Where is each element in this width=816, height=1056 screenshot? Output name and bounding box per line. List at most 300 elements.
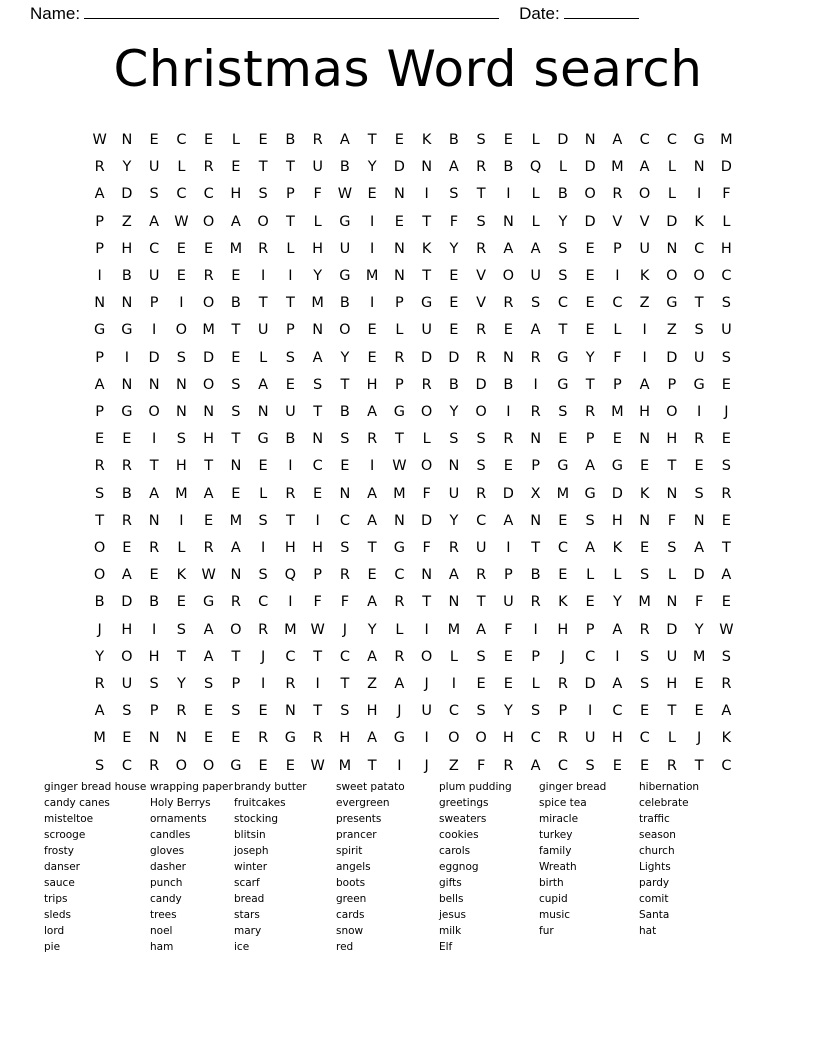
grid-cell[interactable]: E [394, 132, 404, 148]
grid-cell[interactable]: S [176, 621, 186, 638]
grid-cell[interactable]: S [640, 648, 650, 665]
grid-cell[interactable]: R [339, 567, 350, 584]
grid-cell[interactable]: A [721, 703, 732, 720]
grid-cell[interactable]: D [720, 159, 732, 176]
grid-cell[interactable]: J [724, 404, 729, 421]
grid-cell[interactable]: Y [585, 349, 595, 366]
grid-cell[interactable]: T [231, 648, 241, 665]
grid-cell[interactable]: N [230, 567, 242, 584]
word-list-item[interactable]: boots [336, 877, 366, 889]
grid-cell[interactable]: I [288, 594, 293, 611]
grid-cell[interactable]: M [720, 132, 733, 148]
grid-cell[interactable]: Y [558, 213, 568, 230]
grid-cell[interactable]: E [340, 458, 350, 475]
word-list-item[interactable]: lord [44, 925, 65, 937]
grid-cell[interactable]: N [502, 213, 514, 230]
grid-cell[interactable]: O [638, 186, 651, 203]
grid-cell[interactable]: T [422, 213, 432, 230]
grid-cell[interactable]: E [149, 567, 159, 584]
grid-cell[interactable]: P [531, 648, 540, 665]
grid-cell[interactable]: A [312, 349, 323, 366]
grid-cell[interactable]: R [530, 349, 541, 366]
grid-cell[interactable]: G [557, 458, 569, 475]
grid-cell[interactable]: E [258, 703, 268, 720]
grid-cell[interactable]: I [451, 676, 457, 693]
grid-cell[interactable]: R [394, 648, 405, 665]
grid-cell[interactable]: P [504, 567, 513, 584]
grid-cell[interactable]: A [448, 567, 459, 584]
grid-cell[interactable]: I [369, 213, 375, 230]
grid-cell[interactable]: G [557, 349, 569, 366]
grid-cell[interactable]: I [615, 268, 620, 285]
grid-cell[interactable]: Z [666, 322, 677, 339]
grid-cell[interactable]: B [149, 594, 160, 611]
grid-cell[interactable]: G [393, 404, 405, 421]
grid-cell[interactable]: E [204, 240, 214, 257]
grid-cell[interactable]: T [231, 431, 241, 448]
word-list-item[interactable]: joseph [234, 845, 269, 857]
grid-cell[interactable]: C [557, 757, 568, 774]
grid-cell[interactable]: H [720, 240, 732, 257]
grid-cell[interactable]: T [721, 540, 731, 557]
grid-cell[interactable]: J [424, 676, 429, 693]
grid-cell[interactable]: L [531, 186, 540, 203]
grid-cell[interactable]: N [94, 295, 106, 312]
grid-cell[interactable]: E [285, 376, 295, 393]
grid-cell[interactable]: E [558, 567, 568, 584]
grid-cell[interactable]: R [285, 676, 296, 693]
grid-cell[interactable]: T [367, 757, 377, 774]
grid-cell[interactable]: V [476, 268, 487, 285]
grid-cell[interactable]: U [639, 240, 650, 257]
grid-cell[interactable]: N [121, 295, 133, 312]
grid-cell[interactable]: A [149, 485, 160, 502]
grid-cell[interactable]: A [258, 376, 269, 393]
grid-cell[interactable]: D [584, 213, 596, 230]
word-list-item[interactable]: hat [639, 925, 657, 937]
grid-cell[interactable]: F [313, 186, 322, 203]
grid-cell[interactable]: S [476, 213, 486, 230]
word-list-item[interactable]: Wreath [539, 861, 577, 873]
grid-cell[interactable]: F [340, 594, 350, 611]
grid-cell[interactable]: G [121, 404, 133, 421]
grid-cell[interactable]: E [449, 322, 459, 339]
grid-cell[interactable]: R [121, 512, 132, 529]
word-list-item[interactable]: cookies [439, 829, 479, 841]
grid-cell[interactable]: U [503, 594, 514, 611]
word-list-item[interactable]: music [539, 909, 571, 921]
grid-cell[interactable]: A [367, 594, 378, 611]
grid-cell[interactable]: B [339, 404, 350, 421]
word-list-item[interactable]: frosty [44, 845, 75, 857]
grid-cell[interactable]: D [666, 621, 678, 638]
grid-cell[interactable]: G [203, 594, 215, 611]
grid-cell[interactable]: R [476, 159, 487, 176]
grid-cell[interactable]: T [313, 648, 323, 665]
grid-cell[interactable]: S [476, 458, 486, 475]
word-list-item[interactable]: scrooge [44, 829, 86, 841]
grid-cell[interactable]: E [585, 268, 595, 285]
grid-cell[interactable]: L [613, 322, 622, 339]
grid-cell[interactable]: R [476, 485, 487, 502]
grid-cell[interactable]: C [448, 703, 459, 720]
grid-cell[interactable]: C [339, 512, 350, 529]
grid-cell[interactable]: A [476, 621, 487, 638]
grid-cell[interactable]: G [230, 757, 242, 774]
grid-cell[interactable]: L [667, 730, 676, 747]
word-list-item[interactable]: cupid [539, 893, 568, 905]
grid-cell[interactable]: Y [449, 404, 459, 421]
grid-cell[interactable]: E [313, 485, 323, 502]
word-list-item[interactable]: stars [234, 909, 260, 921]
grid-cell[interactable]: S [721, 648, 731, 665]
grid-cell[interactable]: W [174, 213, 189, 230]
grid-cell[interactable]: R [476, 567, 487, 584]
grid-cell[interactable]: S [149, 186, 159, 203]
grid-cell[interactable]: L [613, 567, 622, 584]
grid-cell[interactable]: E [204, 132, 214, 148]
grid-cell[interactable]: I [260, 676, 266, 693]
grid-cell[interactable]: A [367, 485, 378, 502]
grid-cell[interactable]: E [503, 676, 513, 693]
grid-cell[interactable]: A [94, 703, 105, 720]
date-write-line[interactable] [564, 18, 639, 19]
word-list-item[interactable]: Lights [639, 861, 671, 873]
grid-cell[interactable]: I [260, 540, 266, 557]
grid-cell[interactable]: S [258, 512, 268, 529]
grid-cell[interactable]: L [531, 213, 540, 230]
grid-cell[interactable]: O [420, 458, 433, 475]
grid-cell[interactable]: W [310, 757, 325, 774]
grid-cell[interactable]: A [721, 567, 732, 584]
grid-cell[interactable]: O [121, 648, 133, 665]
grid-cell[interactable]: L [667, 159, 676, 176]
grid-cell[interactable]: M [175, 485, 188, 502]
grid-cell[interactable]: N [584, 132, 596, 148]
grid-cell[interactable]: E [503, 648, 513, 665]
grid-cell[interactable]: S [694, 322, 704, 339]
grid-cell[interactable]: O [202, 213, 215, 230]
grid-cell[interactable]: I [369, 458, 375, 475]
grid-cell[interactable]: S [340, 431, 350, 448]
grid-cell[interactable]: O [175, 322, 188, 339]
grid-cell[interactable]: Z [367, 676, 378, 693]
grid-cell[interactable]: N [393, 240, 405, 257]
grid-cell[interactable]: A [585, 540, 596, 557]
grid-cell[interactable]: S [258, 186, 268, 203]
grid-cell[interactable]: H [502, 730, 514, 747]
grid-cell[interactable]: W [92, 132, 107, 148]
grid-cell[interactable]: I [642, 349, 647, 366]
grid-cell[interactable]: A [203, 485, 214, 502]
grid-cell[interactable]: P [667, 376, 677, 393]
grid-cell[interactable]: H [312, 540, 324, 557]
word-list-item[interactable]: ice [234, 941, 250, 953]
grid-cell[interactable]: I [369, 240, 375, 257]
grid-cell[interactable]: A [367, 404, 378, 421]
grid-cell[interactable]: S [721, 458, 731, 475]
word-list-item[interactable]: punch [150, 877, 183, 889]
grid-cell[interactable]: C [339, 648, 350, 665]
grid-cell[interactable]: L [177, 159, 186, 176]
grid-cell[interactable]: D [584, 676, 596, 693]
grid-cell[interactable]: L [449, 648, 458, 665]
grid-cell[interactable]: H [557, 621, 569, 638]
grid-cell[interactable]: H [284, 540, 296, 557]
grid-cell[interactable]: J [97, 621, 102, 638]
grid-cell[interactable]: P [286, 322, 295, 339]
grid-cell[interactable]: U [721, 322, 732, 339]
grid-cell[interactable]: H [666, 431, 678, 448]
grid-cell[interactable]: U [421, 322, 432, 339]
grid-cell[interactable]: S [531, 295, 541, 312]
grid-cell[interactable]: L [259, 349, 268, 366]
grid-cell[interactable]: T [149, 458, 159, 475]
grid-cell[interactable]: C [203, 186, 214, 203]
grid-cell[interactable]: B [503, 159, 514, 176]
grid-cell[interactable]: B [339, 295, 350, 312]
grid-cell[interactable]: J [397, 703, 402, 720]
grid-cell[interactable]: J [424, 757, 429, 774]
grid-cell[interactable]: G [693, 132, 705, 148]
grid-cell[interactable]: A [530, 322, 541, 339]
word-list-item[interactable]: candles [150, 829, 191, 841]
word-list-item[interactable]: gifts [439, 877, 462, 889]
grid-cell[interactable]: M [229, 240, 243, 257]
grid-cell[interactable]: P [531, 458, 540, 475]
word-list-item[interactable]: mary [234, 925, 262, 937]
grid-cell[interactable]: E [122, 540, 132, 557]
word-list-item[interactable]: blitsin [234, 829, 266, 841]
grid-cell[interactable]: D [421, 512, 433, 529]
grid-cell[interactable]: L [667, 186, 676, 203]
grid-cell[interactable]: U [148, 268, 160, 285]
grid-cell[interactable]: T [531, 540, 541, 557]
grid-cell[interactable]: E [367, 567, 377, 584]
grid-cell[interactable]: K [558, 594, 568, 611]
grid-cell[interactable]: N [312, 431, 324, 448]
grid-cell[interactable]: C [557, 295, 568, 312]
grid-cell[interactable]: I [424, 186, 429, 203]
grid-cell[interactable]: O [202, 757, 215, 774]
grid-cell[interactable]: E [231, 268, 241, 285]
grid-cell[interactable]: P [95, 349, 104, 366]
grid-cell[interactable]: C [476, 512, 487, 529]
grid-cell[interactable]: E [585, 594, 595, 611]
grid-cell[interactable]: S [667, 540, 677, 557]
grid-cell[interactable]: E [558, 512, 568, 529]
grid-cell[interactable]: P [149, 703, 159, 720]
grid-cell[interactable]: W [719, 621, 734, 638]
grid-cell[interactable]: N [666, 594, 678, 611]
word-list-item[interactable]: traffic [639, 813, 670, 825]
grid-cell[interactable]: I [587, 703, 593, 720]
grid-cell[interactable]: N [502, 349, 514, 366]
grid-cell[interactable]: C [639, 730, 650, 747]
grid-cell[interactable]: G [421, 295, 433, 312]
grid-cell[interactable]: D [611, 485, 623, 502]
grid-cell[interactable]: A [639, 159, 650, 176]
grid-cell[interactable]: O [202, 376, 215, 393]
grid-cell[interactable]: U [475, 540, 487, 557]
word-list-item[interactable]: plum pudding [439, 781, 512, 793]
grid-cell[interactable]: Y [449, 240, 459, 257]
grid-cell[interactable]: P [613, 376, 622, 393]
grid-cell[interactable]: F [449, 213, 459, 230]
grid-cell[interactable]: C [394, 567, 405, 584]
grid-cell[interactable]: R [476, 322, 487, 339]
grid-cell[interactable]: N [666, 485, 678, 502]
grid-cell[interactable]: R [312, 730, 323, 747]
grid-cell[interactable]: S [231, 703, 241, 720]
grid-cell[interactable]: T [340, 376, 350, 393]
grid-cell[interactable]: A [503, 240, 514, 257]
grid-cell[interactable]: C [149, 240, 160, 257]
grid-cell[interactable]: W [310, 621, 325, 638]
grid-cell[interactable]: D [421, 349, 433, 366]
grid-cell[interactable]: D [203, 349, 215, 366]
grid-cell[interactable]: T [422, 268, 432, 285]
grid-cell[interactable]: R [530, 594, 541, 611]
grid-cell[interactable]: T [258, 159, 268, 176]
word-list-item[interactable]: Elf [439, 941, 453, 953]
grid-cell[interactable]: T [313, 404, 323, 421]
grid-cell[interactable]: N [175, 404, 187, 421]
grid-cell[interactable]: S [313, 376, 323, 393]
grid-cell[interactable]: S [721, 349, 731, 366]
grid-cell[interactable]: E [585, 295, 595, 312]
grid-cell[interactable]: R [258, 621, 269, 638]
grid-cell[interactable]: S [258, 567, 268, 584]
grid-cell[interactable]: R [476, 349, 487, 366]
grid-cell[interactable]: J [342, 621, 348, 638]
grid-cell[interactable]: T [285, 295, 295, 312]
word-list-item[interactable]: misteltoe [44, 813, 94, 825]
grid-cell[interactable]: E [449, 268, 459, 285]
word-list-item[interactable]: hibernation [639, 781, 700, 793]
word-list-item[interactable]: church [639, 845, 675, 857]
grid-cell[interactable]: S [231, 376, 241, 393]
grid-cell[interactable]: H [121, 621, 133, 638]
grid-cell[interactable]: R [639, 621, 650, 638]
grid-cell[interactable]: E [694, 458, 704, 475]
grid-cell[interactable]: Y [313, 268, 323, 285]
grid-cell[interactable]: N [121, 376, 133, 393]
grid-cell[interactable]: P [395, 295, 404, 312]
grid-cell[interactable]: E [640, 757, 650, 774]
grid-cell[interactable]: X [530, 485, 541, 502]
grid-cell[interactable]: T [585, 376, 595, 393]
grid-cell[interactable]: D [557, 132, 569, 148]
grid-cell[interactable]: R [94, 458, 105, 475]
grid-cell[interactable]: U [148, 159, 160, 176]
grid-cell[interactable]: R [694, 431, 705, 448]
grid-cell[interactable]: R [149, 540, 160, 557]
grid-cell[interactable]: H [639, 404, 651, 421]
grid-cell[interactable]: E [449, 295, 459, 312]
grid-cell[interactable]: A [121, 567, 132, 584]
word-list-item[interactable]: evergreen [336, 797, 390, 809]
grid-cell[interactable]: O [202, 295, 215, 312]
grid-cell[interactable]: Y [367, 621, 377, 638]
grid-cell[interactable]: B [121, 485, 132, 502]
word-list-item[interactable]: sleds [44, 909, 71, 921]
grid-cell[interactable]: E [258, 132, 268, 148]
grid-cell[interactable]: P [95, 213, 104, 230]
grid-cell[interactable]: A [230, 213, 241, 230]
word-list-item[interactable]: pardy [639, 877, 670, 889]
grid-cell[interactable]: N [530, 512, 542, 529]
word-list-item[interactable]: presents [336, 813, 382, 825]
grid-cell[interactable]: S [204, 676, 214, 693]
grid-cell[interactable]: G [94, 322, 106, 339]
grid-cell[interactable]: F [313, 594, 322, 611]
grid-cell[interactable]: T [476, 594, 486, 611]
grid-cell[interactable]: S [449, 431, 459, 448]
grid-cell[interactable]: N [421, 159, 433, 176]
word-list-item[interactable]: pie [44, 941, 61, 953]
name-write-line[interactable] [84, 18, 499, 19]
grid-cell[interactable]: H [666, 676, 678, 693]
grid-cell[interactable]: S [640, 676, 650, 693]
grid-cell[interactable]: R [530, 404, 541, 421]
grid-cell[interactable]: N [257, 404, 269, 421]
grid-cell[interactable]: R [149, 757, 160, 774]
grid-cell[interactable]: T [367, 540, 377, 557]
grid-cell[interactable]: H [312, 240, 324, 257]
grid-cell[interactable]: S [476, 703, 486, 720]
grid-cell[interactable]: T [367, 132, 377, 148]
grid-cell[interactable]: A [339, 132, 350, 148]
grid-cell[interactable]: H [121, 240, 133, 257]
grid-cell[interactable]: S [531, 703, 541, 720]
grid-cell[interactable]: W [201, 567, 216, 584]
grid-cell[interactable]: I [533, 621, 538, 638]
word-list-item[interactable]: snow [336, 925, 364, 937]
grid-cell[interactable]: N [284, 703, 296, 720]
grid-cell[interactable]: E [585, 322, 595, 339]
grid-cell[interactable]: Q [284, 567, 297, 584]
grid-cell[interactable]: I [615, 648, 620, 665]
grid-cell[interactable]: Y [95, 648, 105, 665]
grid-cell[interactable]: D [475, 376, 487, 393]
grid-cell[interactable]: O [339, 322, 351, 339]
grid-cell[interactable]: C [612, 295, 623, 312]
grid-cell[interactable]: B [530, 567, 541, 584]
grid-cell[interactable]: I [97, 268, 102, 285]
grid-cell[interactable]: U [121, 676, 133, 693]
grid-cell[interactable]: Y [340, 349, 350, 366]
grid-cell[interactable]: F [422, 540, 431, 557]
grid-cell[interactable]: H [366, 376, 378, 393]
grid-cell[interactable]: S [558, 268, 568, 285]
grid-cell[interactable]: E [640, 540, 650, 557]
grid-cell[interactable]: C [721, 268, 732, 285]
grid-cell[interactable]: A [448, 159, 459, 176]
grid-cell[interactable]: E [231, 730, 241, 747]
grid-cell[interactable]: I [506, 404, 511, 421]
grid-cell[interactable]: M [692, 648, 706, 665]
word-list-item[interactable]: family [539, 845, 572, 857]
grid-cell[interactable]: I [424, 621, 429, 638]
grid-cell[interactable]: E [367, 322, 377, 339]
grid-cell[interactable]: G [693, 376, 705, 393]
grid-cell[interactable]: D [121, 186, 133, 203]
grid-cell[interactable]: M [365, 268, 379, 285]
grid-cell[interactable]: T [694, 295, 704, 312]
grid-cell[interactable]: A [530, 240, 541, 257]
word-list-item[interactable]: birth [539, 877, 564, 889]
